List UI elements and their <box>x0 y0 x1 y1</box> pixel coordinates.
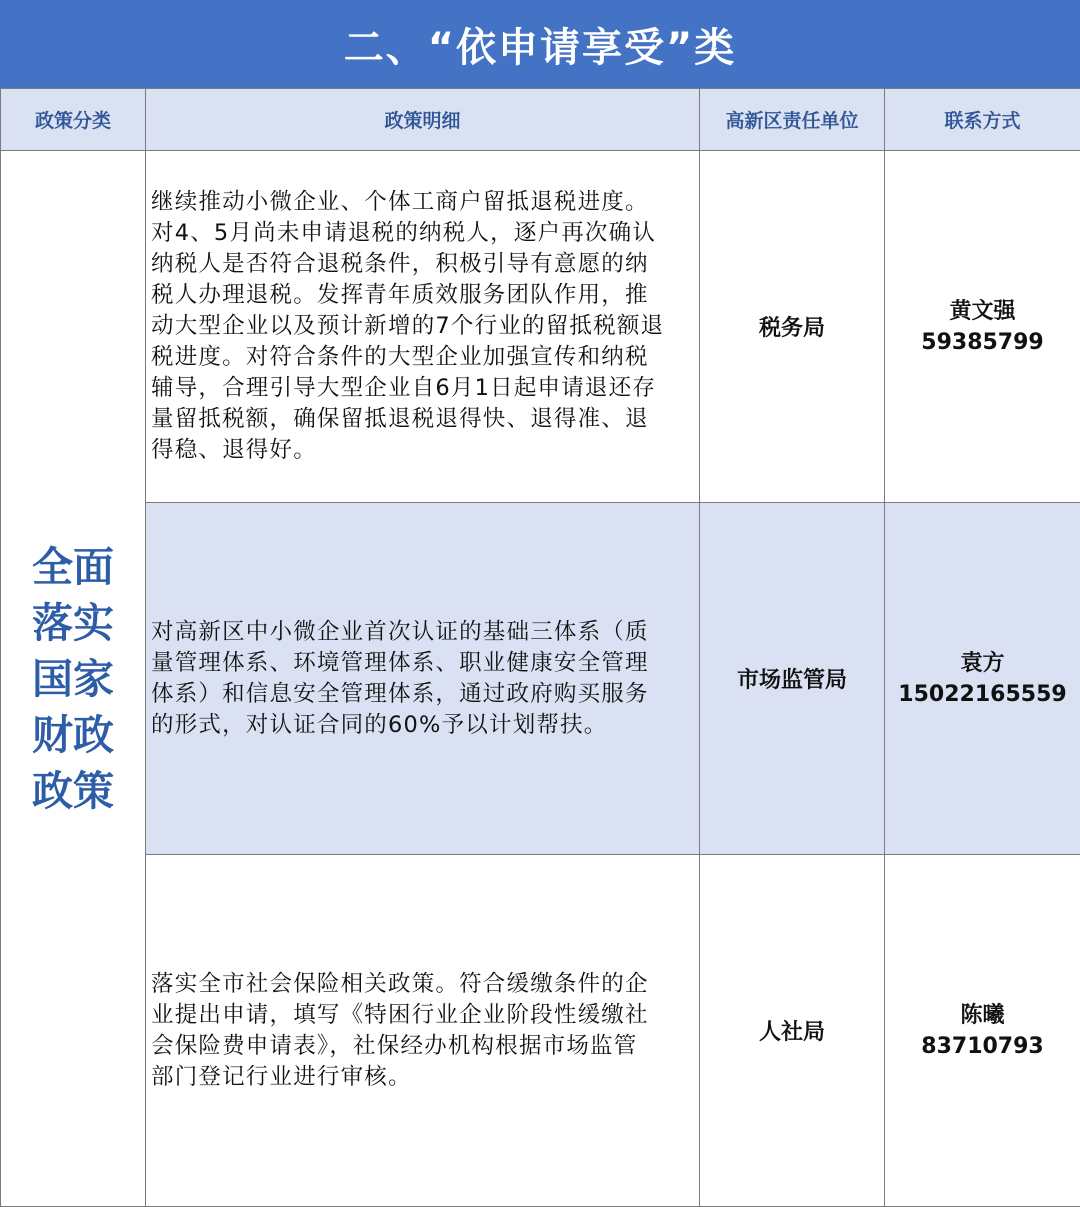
detail-line: 税进度。对符合条件的大型企业加强宣传和纳税 <box>151 342 699 373</box>
table-row <box>1 503 1080 855</box>
contact-info <box>885 855 1080 1207</box>
table-row <box>1 151 1080 503</box>
category-line: 全面 <box>1 539 145 595</box>
responsible-unit: 人社局 <box>700 855 885 1207</box>
detail-line: 量留抵税额，确保留抵退税退得快、退得准、退 <box>151 404 699 435</box>
detail-line: 对高新区中小微企业首次认证的基础三体系（质 <box>151 617 699 648</box>
contact-name: 陈曦 <box>885 1000 1080 1031</box>
category-line: 财政 <box>1 707 145 763</box>
contact-phone: 59385799 <box>885 327 1080 358</box>
header-contact: 联系方式 <box>885 89 1080 151</box>
detail-line: 会保险费申请表》，社保经办机构根据市场监管 <box>151 1031 699 1062</box>
header-detail: 政策明细 <box>146 89 700 151</box>
contact-phone: 83710793 <box>885 1031 1080 1062</box>
contact-info <box>885 151 1080 503</box>
section-title: 二、“依申请享受”类 <box>0 0 1080 88</box>
policy-detail <box>146 855 700 1207</box>
contact-phone: 15022165559 <box>885 679 1080 710</box>
detail-line: 的形式，对认证合同的60%予以计划帮扶。 <box>151 710 699 741</box>
contact-info <box>885 503 1080 855</box>
responsible-unit: 税务局 <box>700 151 885 503</box>
header-unit: 高新区责任单位 <box>700 89 885 151</box>
detail-line: 部门登记行业进行审核。 <box>151 1062 699 1093</box>
detail-line: 量管理体系、环境管理体系、职业健康安全管理 <box>151 648 699 679</box>
detail-line: 纳税人是否符合退税条件，积极引导有意愿的纳 <box>151 249 699 280</box>
detail-line: 辅导，合理引导大型企业自6月1日起申请退还存 <box>151 373 699 404</box>
detail-line: 业提出申请，填写《特困行业企业阶段性缓缴社 <box>151 1000 699 1031</box>
policy-category <box>1 151 146 1207</box>
category-line: 落实 <box>1 595 145 651</box>
detail-line: 得稳、退得好。 <box>151 435 699 466</box>
category-line: 国家 <box>1 651 145 707</box>
detail-line: 税人办理退税。发挥青年质效服务团队作用，推 <box>151 280 699 311</box>
contact-name: 袁方 <box>885 648 1080 679</box>
contact-name: 黄文强 <box>885 296 1080 327</box>
table-row <box>1 855 1080 1207</box>
policy-detail <box>146 151 700 503</box>
detail-line: 动大型企业以及预计新增的7个行业的留抵税额退 <box>151 311 699 342</box>
table-header-row <box>1 89 1080 151</box>
policy-detail <box>146 503 700 855</box>
detail-line: 落实全市社会保险相关政策。符合缓缴条件的企 <box>151 969 699 1000</box>
detail-line: 继续推动小微企业、个体工商户留抵退税进度。 <box>151 187 699 218</box>
category-line: 政策 <box>1 763 145 819</box>
detail-line: 对4、5月尚未申请退税的纳税人，逐户再次确认 <box>151 218 699 249</box>
header-category: 政策分类 <box>1 89 146 151</box>
detail-line: 体系）和信息安全管理体系，通过政府购买服务 <box>151 679 699 710</box>
policy-table <box>0 88 1080 1207</box>
responsible-unit: 市场监管局 <box>700 503 885 855</box>
